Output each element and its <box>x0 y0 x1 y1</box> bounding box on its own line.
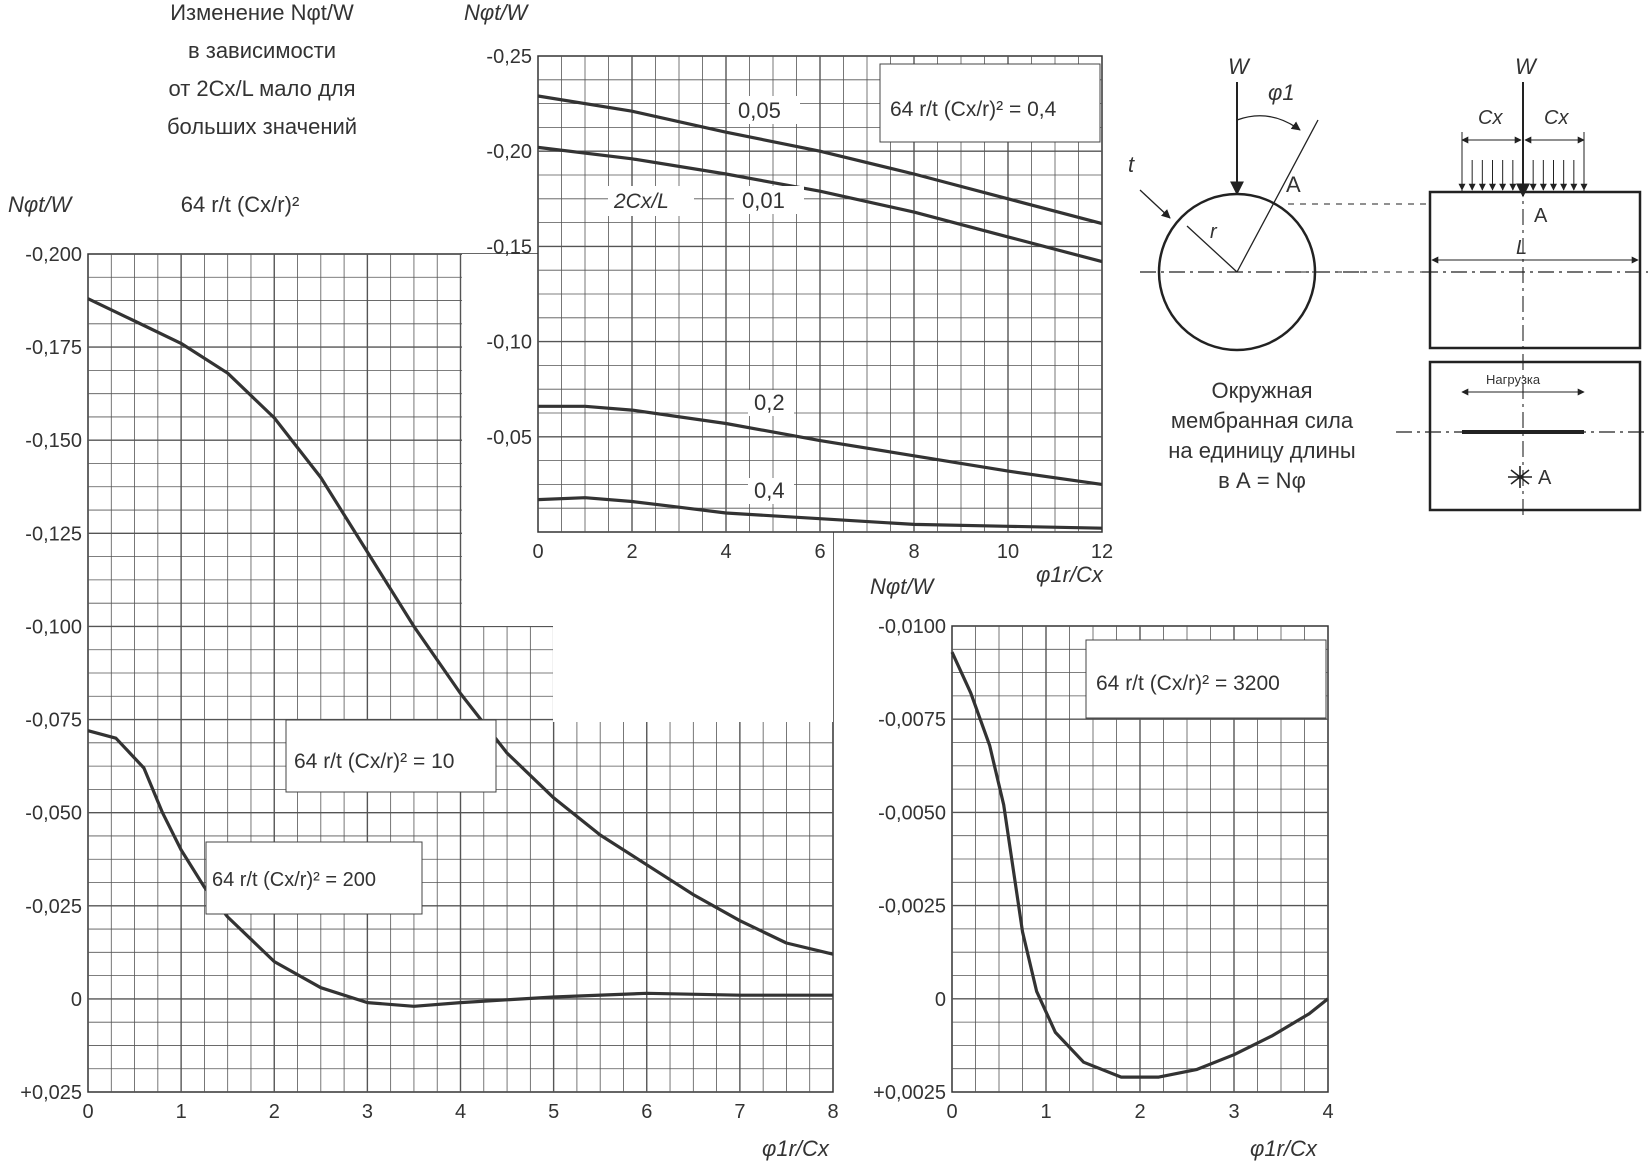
right-formula: 64 r/t (Cx/r)² = 3200 <box>1096 672 1280 695</box>
main-chart-x-tick-label: 5 <box>548 1101 560 1123</box>
main-chart-x-tick-label: 2 <box>268 1101 280 1123</box>
note-line-1: Изменение Nφt/W <box>170 0 354 25</box>
top-chart-x-tick-label: 12 <box>1090 541 1114 563</box>
label-001: 0,01 <box>742 188 785 213</box>
right-chart-x-tick-label: 2 <box>1134 1101 1146 1123</box>
right-chart-y-tick-label: 0 <box>934 988 946 1011</box>
curve-label-005 <box>730 96 800 124</box>
thickness-pointer <box>1140 190 1170 218</box>
main-chart-mask-mid <box>553 626 833 722</box>
main-formula-200-box <box>206 842 422 914</box>
main-chart-y-tick-label: -0,075 <box>25 709 82 732</box>
top-ylabel: Nφt/W <box>464 0 528 25</box>
top-formula-box <box>880 64 1100 142</box>
main-formula-10-box <box>286 720 496 792</box>
circle-r-label: r <box>1210 221 1217 243</box>
cx-left-label: Cx <box>1478 107 1503 129</box>
label-02: 0,2 <box>754 390 785 415</box>
top-chart-y-tick-label: -0,15 <box>486 236 532 259</box>
top-chart-y-tick-label: -0,20 <box>486 141 532 164</box>
distributed-load <box>1462 160 1584 190</box>
top-chart-x-tick-label: 6 <box>814 541 826 563</box>
top-param-label <box>608 186 694 216</box>
circle-w-label: W <box>1228 54 1249 79</box>
note-line-2: в зависимости <box>187 38 337 63</box>
right-ylabel: Nφt/W <box>870 574 934 599</box>
right-chart-y-tick-label: -0,0100 <box>878 616 946 638</box>
note-formula: 64 r/t (Cx/r)² <box>180 192 300 217</box>
param-2cx-l: 2Cx/L <box>614 190 669 213</box>
top-chart-y-tick-label: -0,05 <box>486 426 532 449</box>
beam-a-label: A <box>1534 205 1548 227</box>
curve-label-04 <box>748 478 794 504</box>
caption-line-4: в А = Nφ <box>1218 468 1306 493</box>
circle-caption <box>1168 378 1355 493</box>
top-chart-y-tick-label: -0,10 <box>486 331 532 354</box>
main-chart-x-tick-label: 0 <box>82 1101 94 1123</box>
plan-a-label: A <box>1538 467 1552 489</box>
main-chart-y-tick-label: -0,025 <box>25 895 82 918</box>
main-ylabel: Nφt/W <box>8 192 72 217</box>
variation-note <box>167 0 357 217</box>
main-chart-x-tick-label: 8 <box>827 1101 839 1123</box>
right-chart-x-tick-label: 1 <box>1040 1101 1052 1123</box>
beam-w-label: W <box>1515 54 1536 79</box>
curve-label-001 <box>734 186 804 214</box>
caption-line-2: мембранная сила <box>1170 408 1354 433</box>
top-chart-x-tick-label: 10 <box>996 541 1020 563</box>
top-chart-x-tick-label: 2 <box>626 541 638 563</box>
point-a-marker <box>1508 466 1532 488</box>
top-chart-x-tick-label: 8 <box>908 541 920 563</box>
main-chart-y-tick-label: -0,100 <box>25 616 82 639</box>
top-chart-x-tick-label: 0 <box>532 541 544 563</box>
main-xlabel: φ1r/Cx <box>762 1136 829 1161</box>
main-chart-x-tick-label: 7 <box>734 1101 746 1123</box>
beam-l-label: L <box>1516 237 1528 259</box>
right-chart-y-tick-label: +0,0025 <box>873 1082 946 1104</box>
top-xlabel: φ1r/Cx <box>1036 562 1103 587</box>
right-chart-x-tick-label: 0 <box>946 1101 958 1123</box>
formula-200: 64 r/t (Cx/r)² = 200 <box>212 869 376 891</box>
main-chart-y-tick-label: -0,125 <box>25 523 82 546</box>
right-chart-x-tick-label: 3 <box>1228 1101 1240 1123</box>
cx-right-label: Cx <box>1544 107 1569 129</box>
right-chart-y-tick-label: -0,0050 <box>878 802 946 825</box>
main-chart-y-tick-label: -0,050 <box>25 802 82 825</box>
right-chart-x-tick-label: 4 <box>1322 1101 1334 1123</box>
curve-label-02 <box>748 390 794 416</box>
circle-diagram <box>1140 82 1370 350</box>
circle-t-label: t <box>1128 152 1135 177</box>
main-chart-y-tick-label: -0,175 <box>25 337 82 360</box>
circle-a-label: A <box>1286 172 1301 197</box>
label-04: 0,4 <box>754 478 785 503</box>
right-chart-y-tick-label: -0,0075 <box>878 709 946 732</box>
formula-10: 64 r/t (Cx/r)² = 10 <box>294 750 455 773</box>
caption-line-3: на единицу длины <box>1168 438 1356 463</box>
top-chart-x-tick-label: 4 <box>720 541 732 563</box>
main-chart-y-tick-label: +0,025 <box>20 1082 82 1104</box>
main-chart-x-tick-label: 4 <box>454 1101 467 1123</box>
note-line-3: от 2Cx/L мало для <box>168 76 356 101</box>
load-label: Нагрузка <box>1486 372 1541 387</box>
main-chart-y-tick-label: -0,200 <box>25 244 82 266</box>
right-xlabel: φ1r/Cx <box>1250 1136 1317 1161</box>
right-formula-box <box>1086 640 1326 718</box>
main-chart-x-tick-label: 6 <box>641 1101 653 1123</box>
main-chart-y-tick-label: 0 <box>70 988 82 1011</box>
main-chart-y-tick-label: -0,150 <box>25 430 82 453</box>
main-chart-x-tick-label: 3 <box>361 1101 373 1123</box>
angle-arc <box>1237 116 1300 130</box>
top-chart-y-tick-label: -0,25 <box>486 46 532 68</box>
note-line-4: больших значений <box>166 114 358 139</box>
top-formula: 64 r/t (Cx/r)² = 0,4 <box>890 98 1057 121</box>
caption-line-1: Окружная <box>1211 378 1313 403</box>
main-chart-x-tick-label: 1 <box>175 1101 187 1123</box>
right-chart-y-tick-label: -0,0025 <box>878 895 946 918</box>
circle-phi-label: φ1 <box>1268 80 1295 105</box>
label-005: 0,05 <box>738 98 781 123</box>
